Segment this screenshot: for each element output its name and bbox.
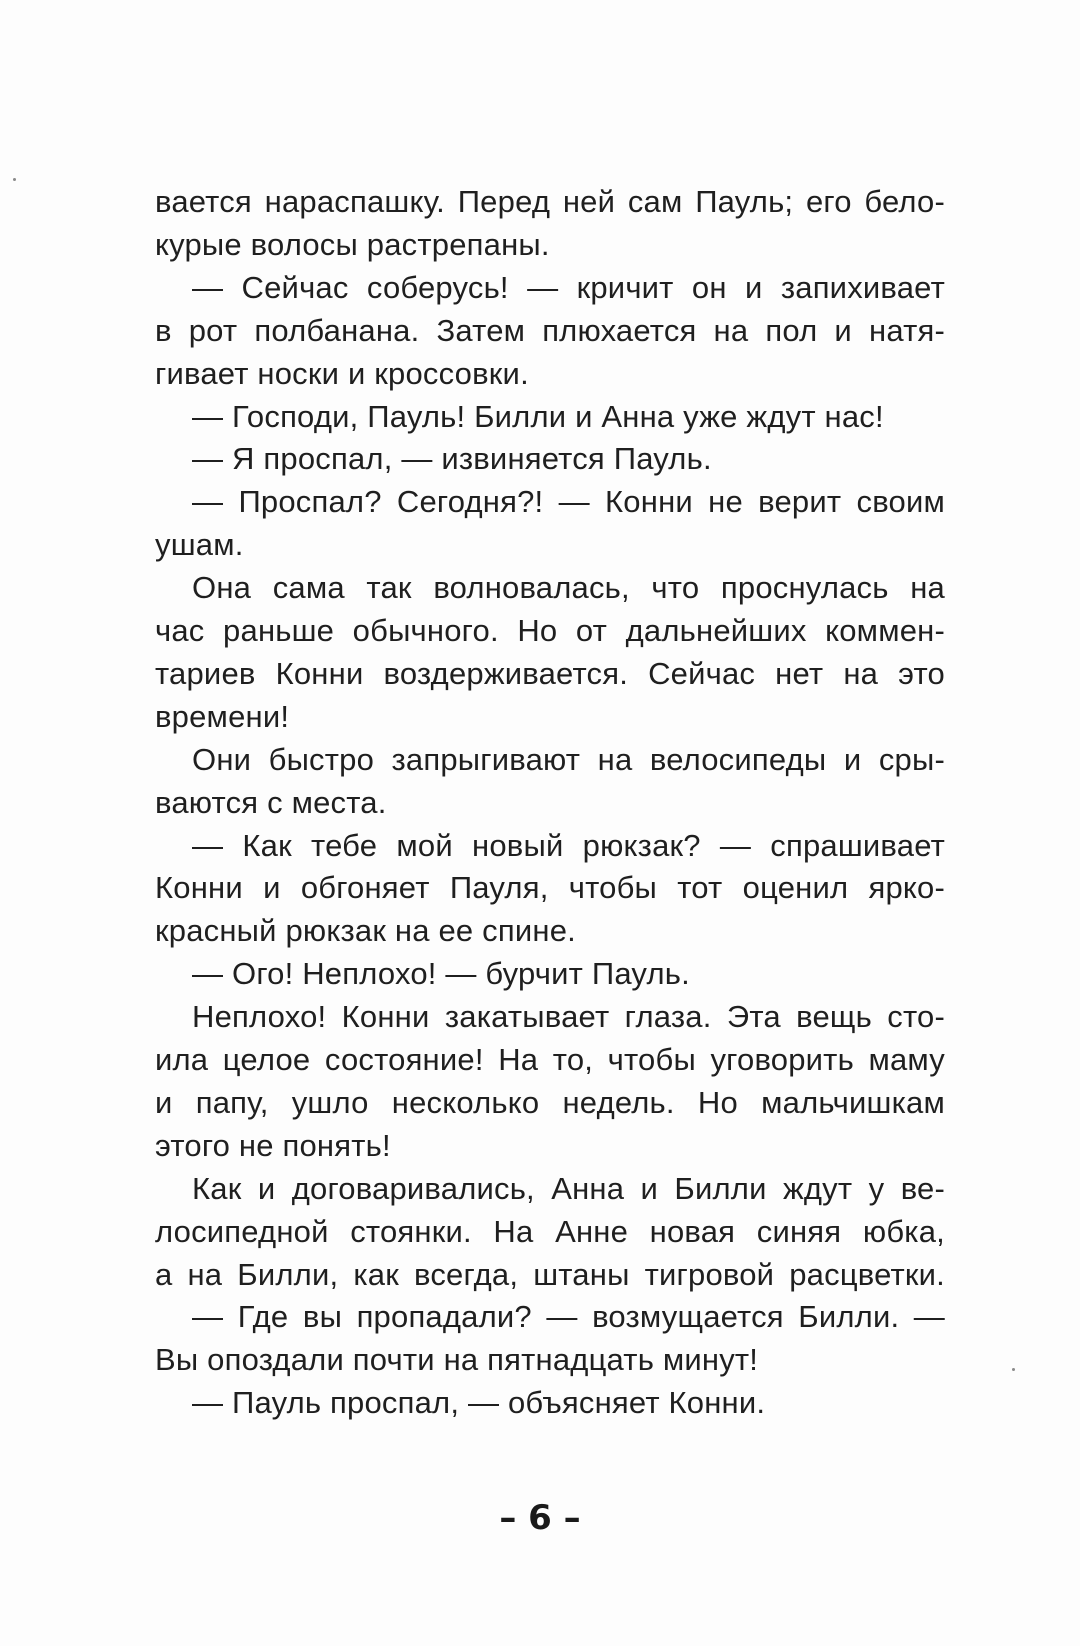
- text-line: — Где вы пропадали? — возмущается Билли. —: [192, 1299, 945, 1335]
- text-line: ила целое состояние! На то, чтобы уговорить маму: [155, 1042, 945, 1077]
- text-line: Конни и обгоняет Пауля, чтобы тот оценил ярко-: [155, 870, 945, 906]
- text-line: — Пауль проспал, — объясняет Конни.: [192, 1385, 766, 1421]
- text-line: курые волосы растрепаны.: [155, 226, 550, 262]
- text-line: в рот полбанана. Затем плюхается на пол и натя-: [155, 312, 945, 348]
- text-line: — Проспал? Сегодня?! — Конни не верит своим: [192, 484, 945, 520]
- scan-speck: [13, 178, 16, 181]
- text-line: тариев Конни воздерживается. Сейчас нет на это: [155, 655, 945, 691]
- text-line: — Сейчас соберусь! — кричит он и запихивает: [192, 269, 945, 305]
- text-line: Она сама так волновалась, что проснулась на: [192, 570, 945, 606]
- text-line: — Господи, Пауль! Билли и Анна уже ждут нас!: [192, 398, 884, 434]
- text-line: — Как тебе мой новый рюкзак? — спрашивает: [192, 827, 945, 863]
- text-line: этого не понять!: [155, 1127, 391, 1163]
- text-line: Как и договаривались, Анна и Билли ждут у ве-: [192, 1170, 945, 1206]
- text-line: лосипедной стоянки. На Анне новая синяя юбка,: [155, 1213, 945, 1249]
- text-line: гивает носки и кроссовки.: [155, 355, 529, 391]
- text-line: времени!: [155, 698, 290, 734]
- text-line: час раньше обычного. Но от дальнейших коммен-: [155, 613, 945, 648]
- text-line: — Я проспал, — извиняется Пауль.: [192, 441, 712, 477]
- text-line: ушам.: [155, 527, 244, 563]
- text-line: Они быстро запрыгивают на велосипеды и сры-: [192, 741, 945, 777]
- text-line: вается нараспашку. Перед ней сам Пауль; его бело-: [155, 184, 945, 219]
- text-line: Неплохо! Конни закатывает глаза. Эта вещь сто-: [192, 999, 945, 1035]
- text-line: и папу, ушло несколько недель. Но мальчишкам: [155, 1084, 945, 1120]
- text-line: ваются с места.: [155, 784, 387, 820]
- text-line: — Ого! Неплохо! — бурчит Пауль.: [192, 956, 690, 992]
- scan-speck: [1012, 1368, 1015, 1371]
- text-line: а на Билли, как всегда, штаны тигровой расцветки.: [155, 1256, 945, 1292]
- page-number: – 6 –: [499, 1498, 581, 1538]
- text-line: красный рюкзак на ее спине.: [155, 913, 576, 949]
- text-line: Вы опоздали почти на пятнадцать минут!: [155, 1342, 759, 1378]
